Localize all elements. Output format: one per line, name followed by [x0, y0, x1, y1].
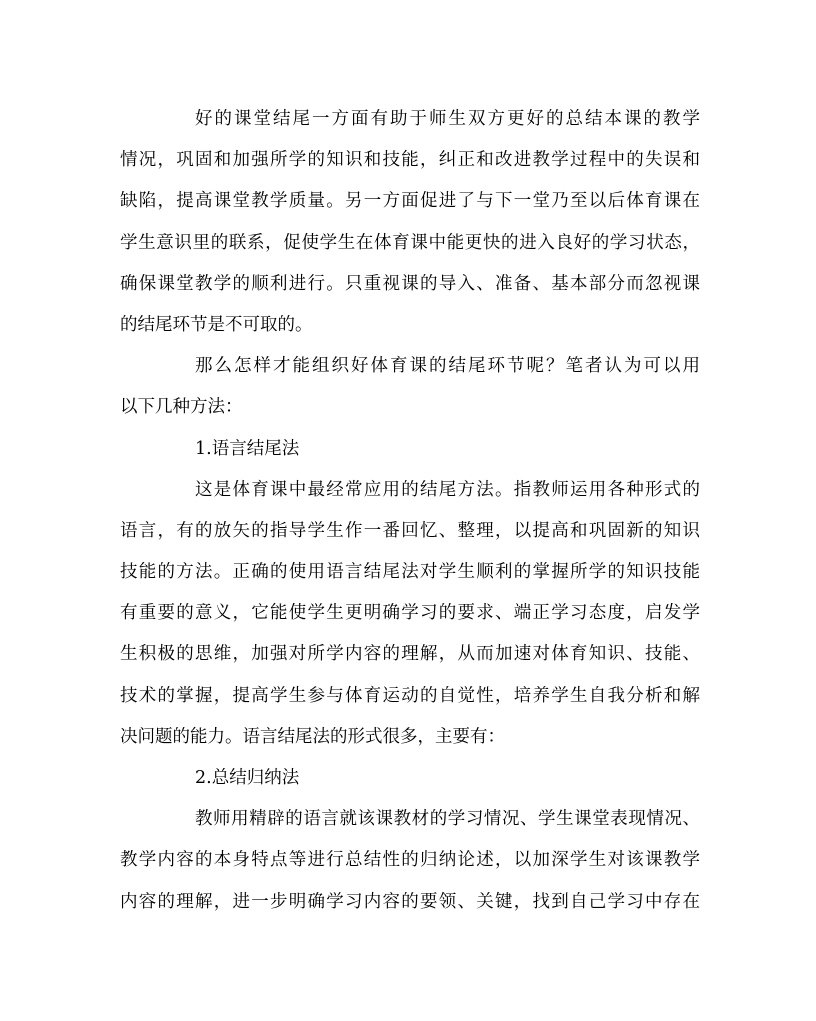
text-line: 情况，巩固和加强所学的知识和技能，纠正和改进教学过程中的失误和 — [120, 150, 700, 171]
text-line: 语言，有的放矢的指导学生作一番回忆、整理，以提高和巩固新的知识 — [120, 520, 700, 541]
text-line: 决问题的能力。语言结尾法的形式很多，主要有： — [120, 726, 505, 747]
text-line: 教学内容的本身特点等进行总结性的归纳论述，以加深学生对该课教学 — [120, 850, 700, 871]
text-line: 生积极的思维，加强对所学内容的理解，从而加速对体育知识、技能、 — [120, 644, 700, 665]
text-line: 技术的掌握，提高学生参与体育运动的自觉性，培养学生自我分析和解 — [120, 685, 700, 706]
text-line: 这是体育课中最经常应用的结尾方法。指教师运用各种形式的 — [195, 479, 700, 500]
text-line: 以下几种方法： — [120, 397, 243, 418]
section-heading: 1.语言结尾法 — [195, 438, 300, 459]
text-line: 学生意识里的联系，促使学生在体育课中能更快的进入良好的学习状态， — [120, 232, 700, 253]
text-line: 有重要的意义，它能使学生更明确学习的要求、端正学习态度，启发学 — [120, 603, 700, 624]
text-line: 缺陷，提高课堂教学质量。另一方面促进了与下一堂乃至以后体育课在 — [120, 191, 700, 212]
text-line: 教师用精辟的语言就该课教材的学习情况、学生课堂表现情况、 — [195, 809, 700, 830]
section-heading: 2.总结归纳法 — [195, 768, 300, 788]
text-line: 那么怎样才能组织好体育课的结尾环节呢？笔者认为可以用 — [195, 356, 700, 377]
document-body — [120, 99, 700, 923]
text-line: 好的课堂结尾一方面有助于师生双方更好的总结本课的教学 — [195, 109, 700, 129]
text-line: 内容的理解，进一步明确学习内容的要领、关键，找到自己学习中存在 — [120, 891, 700, 912]
text-line: 的结尾环节是不可取的。 — [120, 314, 313, 335]
text-line: 技能的方法。正确的使用语言结尾法对学生顺利的掌握所学的知识技能 — [120, 562, 700, 583]
text-line: 确保课堂教学的顺利进行。只重视课的导入、准备、基本部分而忽视课 — [120, 273, 700, 294]
